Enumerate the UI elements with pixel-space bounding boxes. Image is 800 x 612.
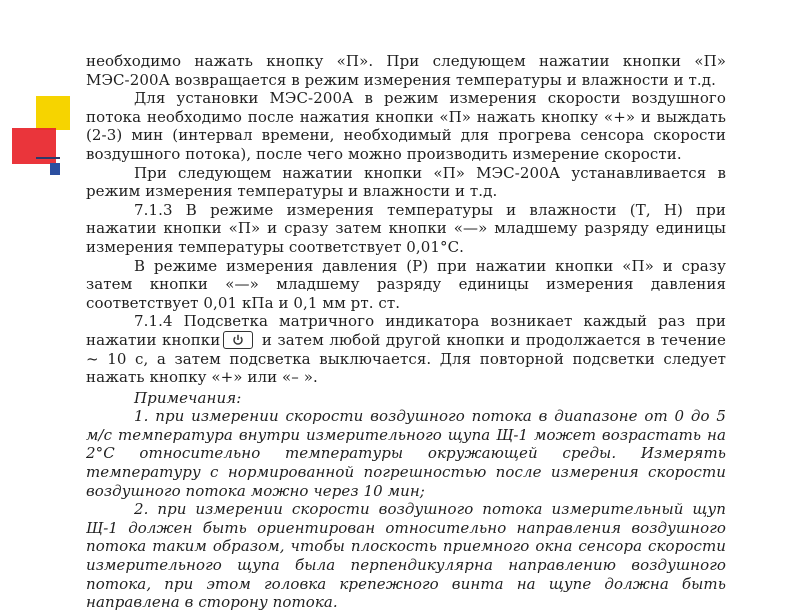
decor-yellow-square: [36, 96, 70, 130]
paragraph-5: В режиме измерения давления (Р) при нажатии кнопки «П» и сразу затем кнопки «—» младшему разряду единицы измерения давления соответствует 0,01 кПа и 0,1 мм рт. ст.: [86, 256, 726, 312]
paragraph-6-end: и затем любой другой кнопки и продолжается в течение ~ 10 с, а затем подсветка выключается. Для повторной подсветки следует нажать кнопку «+» или «– ».: [86, 330, 727, 387]
note-2: 2. при измерении скорости воздушного потока измерительный щуп Щ-1 должен быть ориентирован относительно направления воздушного потока таким образом, чтобы плоскость приемного окна сенсора скорости измерительного щупа была перпендикулярна направлению воздушного потока, при этом головка крепежного винта на щупе должна быть направлена в сторону потока.: [86, 500, 726, 612]
notes-title: Примечания:: [134, 388, 242, 407]
power-icon: [223, 331, 253, 349]
paragraph-6-start: 7.1.4 Подсветка матричного индикатора возникает каждый раз при нажатии кнопки: [86, 312, 726, 349]
paragraph-2: Для установки МЭС-200А в режим измерения скорости воздушного потока необходимо после нажатия кнопки «П» нажать кнопку «+» и выждать (2-3) мин (интервал времени, необходимый для прогрева сенсора скорости воздушного потока), после чего можно производить измерение скорости.: [86, 89, 726, 163]
decor-blue-square: [50, 163, 60, 175]
paragraph-3: При следующем нажатии кнопки «П» МЭС-200А устанавливается в режим измерения температуры и влажности и т.д.: [86, 163, 726, 201]
paragraph-1: необходимо нажать кнопку «П». При следующем нажатии кнопки «П» МЭС-200А возвращается в режим измерения температуры и влажности и т.д.: [86, 52, 726, 89]
paragraph-4: 7.1.3 В режиме измерения температуры и влажности (Т, Н) при нажатии кнопки «П» и сразу затем кнопки «—» младшему разряду единицы измерения температуры соответствует 0,01°С.: [86, 200, 726, 256]
paragraph-6: [86, 312, 726, 386]
note-1: 1. при измерении скорости воздушного потока в диапазоне от 0 до 5 м/с температура внутри измерительного щупа Щ-1 может возрастать на 2°С относительно температуры окружающей среды. Измерять температуру с нормированной погрешностью после измерения скорости воздушного потока можно через 10 мин;: [86, 407, 726, 500]
document-page: [86, 52, 726, 612]
decor-line: [36, 157, 60, 159]
